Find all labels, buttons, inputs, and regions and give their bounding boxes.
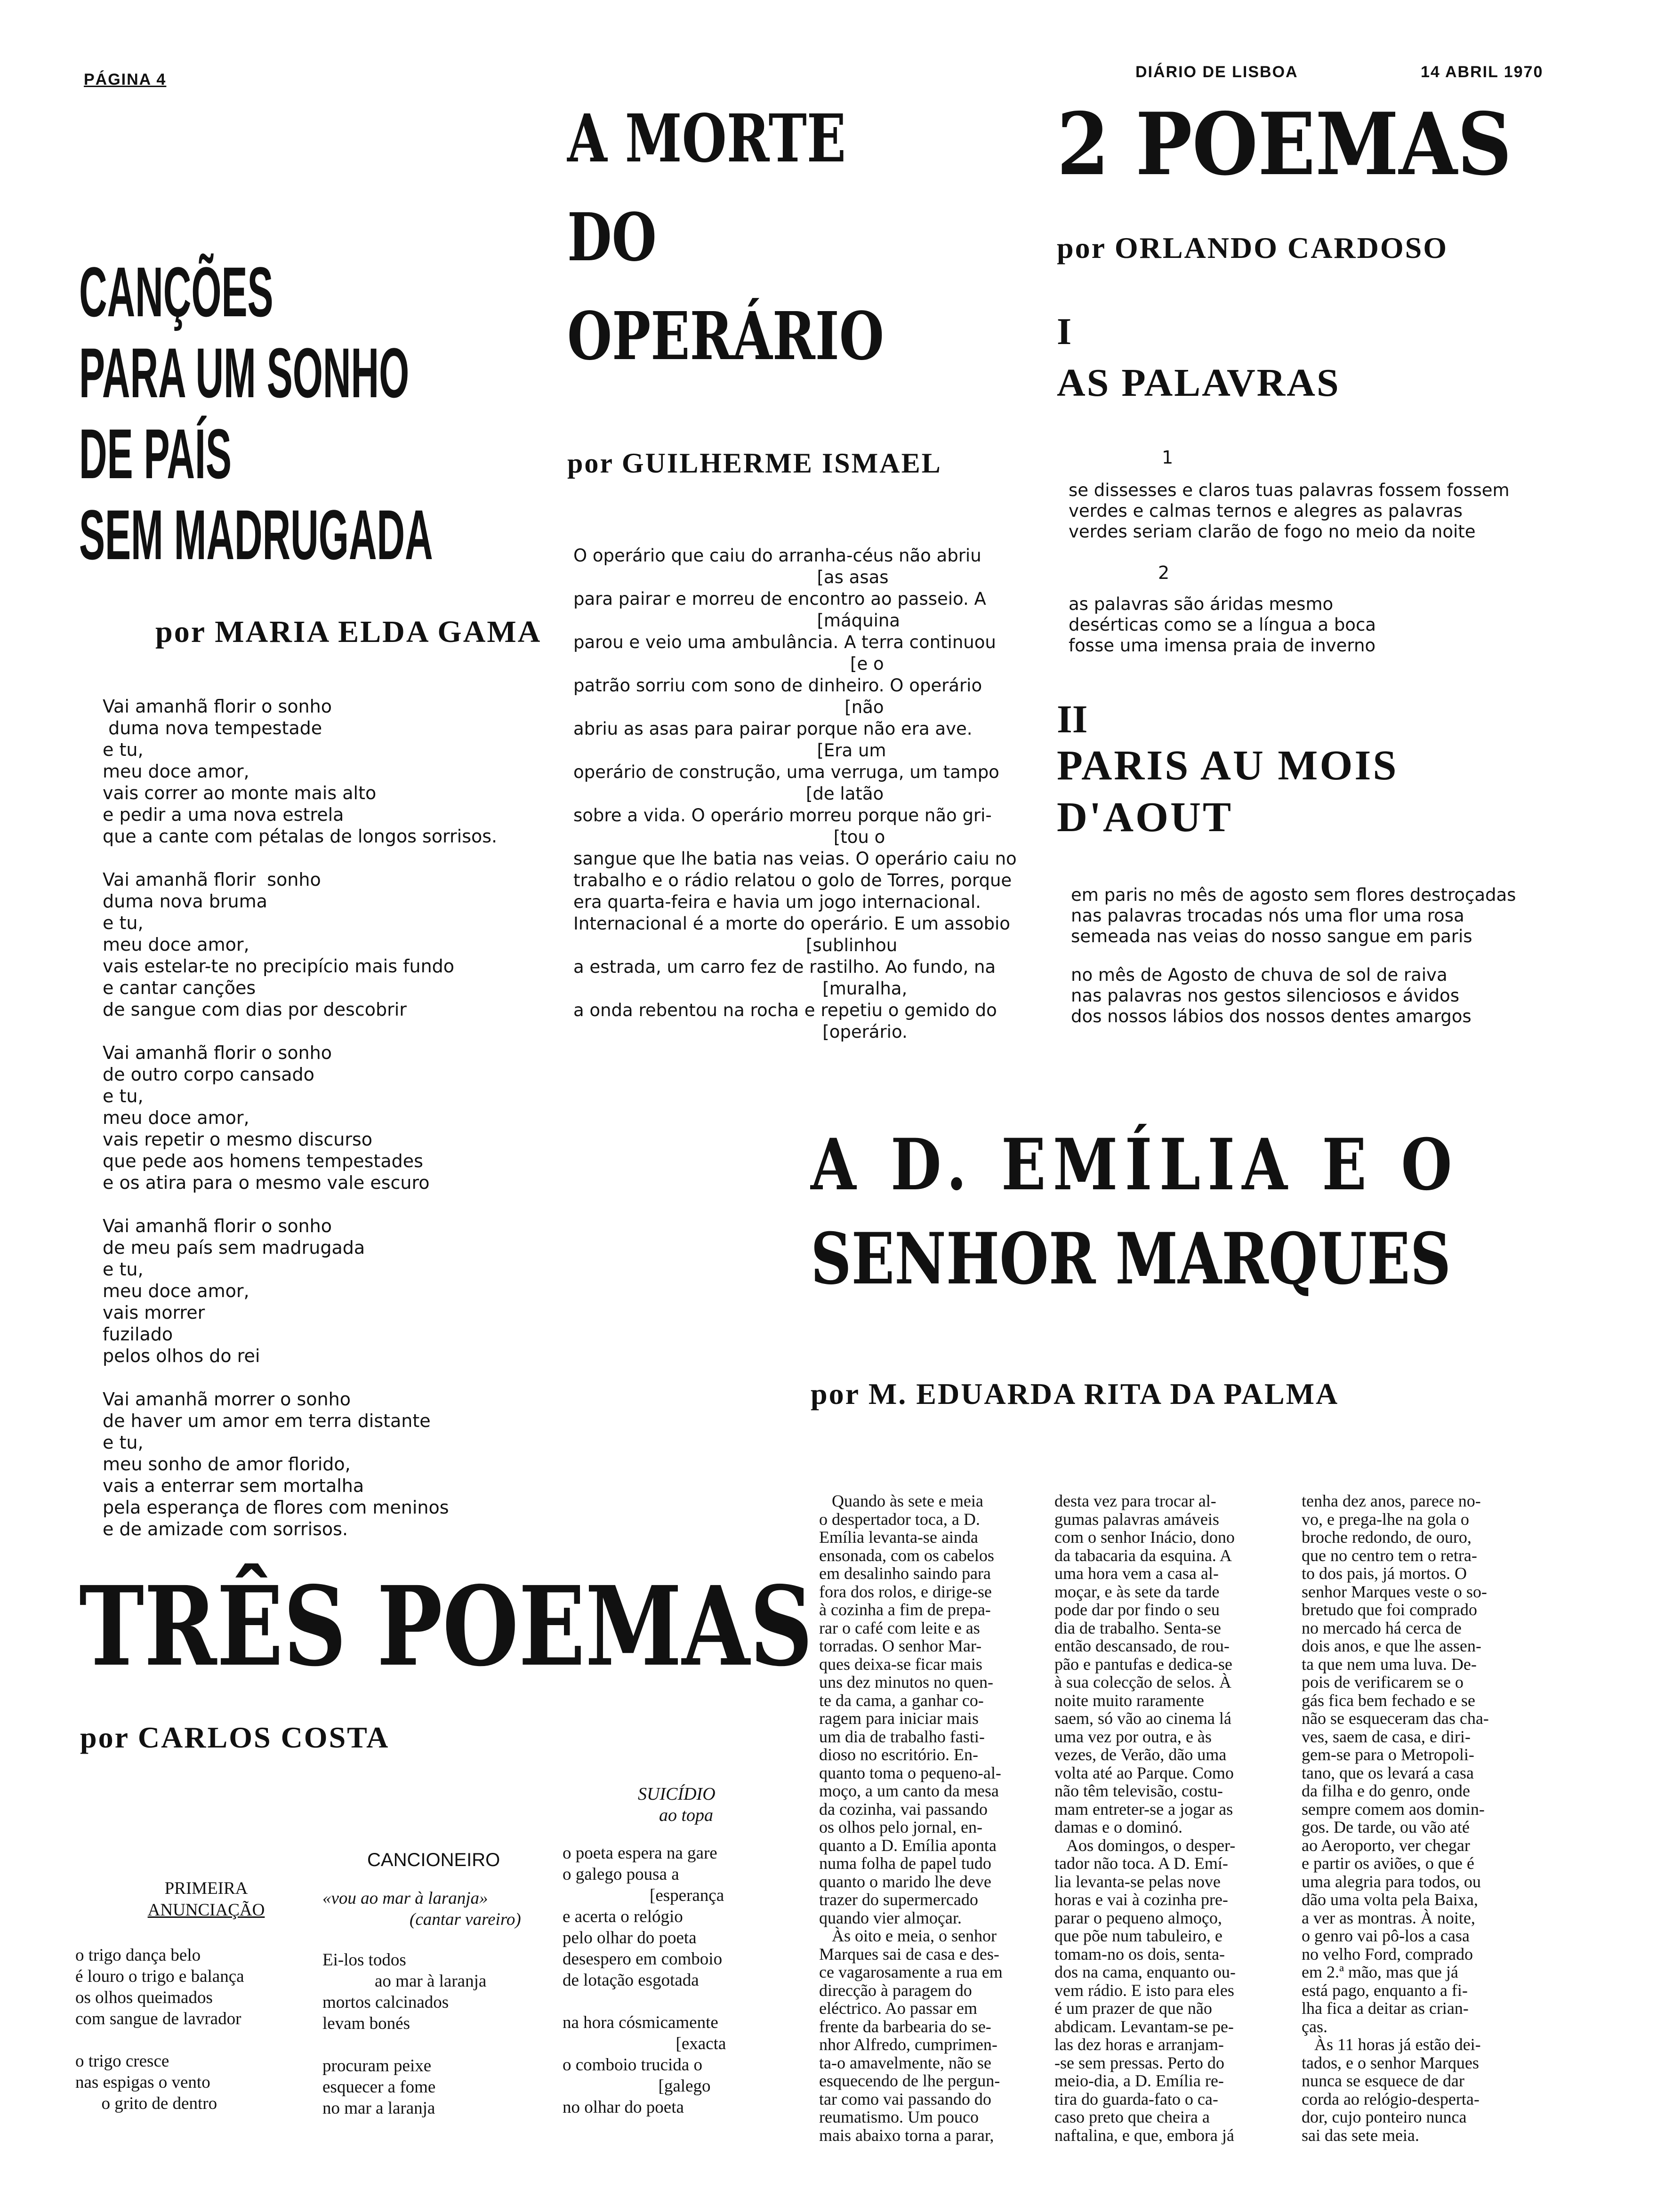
palavras-stanza-2: as palavras são áridas mesmo desérticas como se a língua a boca fosse uma imensa praia de inverno bbox=[1069, 594, 1376, 656]
primeira-anunciacao-title bbox=[79, 1878, 333, 1921]
part2-numeral: II bbox=[1057, 697, 1088, 741]
dois-poemas-title: 2 POEMAS bbox=[1057, 94, 1512, 194]
stanza-number-1: 1 bbox=[1162, 447, 1174, 468]
tres-poemas-title: TRÊS POEMAS bbox=[79, 1562, 813, 1691]
morte-byline: por GUILHERME ISMAEL bbox=[567, 448, 942, 479]
palavras-stanza-1: se dissesses e claros tuas palavras fossem fossem verdes e calmas ternos e alegres as palavras verdes seriam clarão de fogo no meio da noite bbox=[1069, 480, 1510, 542]
dois-poemas-byline: por ORLANDO CARDOSO bbox=[1057, 231, 1448, 264]
suicidio-subtitle: ao topa bbox=[659, 1805, 714, 1825]
primeira-title-line-1: PRIMEIRA bbox=[164, 1879, 248, 1898]
cancoes-title bbox=[79, 252, 555, 595]
page-number: PÁGINA 4 bbox=[84, 71, 167, 88]
cancioneiro-poem: Ei-los todos ao mar à laranja mortos calcinados levam bonés procuram peixe esquecer a fome no mar a laranja bbox=[322, 1950, 487, 2118]
issue-date: 14 ABRIL 1970 bbox=[1421, 63, 1544, 81]
cancoes-title-line-4: SEM MADRUGADA bbox=[79, 495, 433, 574]
morte-text: O operário que caiu do arranha-céus não abriu [as asas para pairar e morreu de encontro ao passeio. A [máquina parou e veio uma ambulância. A terra continuou [e o patrão sorriu com sono de dinheiro. O operário [não abriu as asas para pairar porque não era ave. [Era um operário de construção, uma verruga, um tampo [de latão sobre a vida. O operário morreu porque não gri- [tou o sangue que lhe batia nas veias. O operário caiu no trabalho e o rádio relatou o golo de Torres, porque era quarta-feira e havia um jogo internacional. Internacional é a morte do operário. E um assobio [sublinhou a estrada, um carro fez de rastilho. Ao fundo, na [muralha, a onda rebentou na rocha e repetiu o gemido do [operário. bbox=[573, 545, 1017, 1042]
emilia-column-1: Quando às sete e meia o despertador toca, a D. Emília levanta-se ainda ensonada, com os cabelos em desalinho saindo para fora dos rolos, e dirige-se à cozinha a fim de prepa- rar o café com leite e as torradas. O senhor Mar- ques deixa-se ficar mais uns dez minutos no quen- te da cama, a ganhar co- ragem para iniciar mais um dia de trabalho fasti- dioso no escritório. En- quanto toma o pequeno-al- moço, a um canto da mesa da cozinha, vai passando os olhos pelo jornal, en- quanto a D. Emília aponta numa folha de papel tudo quanto o marido lhe deve trazer do supermercado quando vier almoçar. Às oito e meia, o senhor Marques sai de casa e des- ce vagarosamente a rua em direcção à paragem do eléctrico. Ao passar em frente da barbearia do se- nhor Alfredo, cumprimen- ta-o amavelmente, não se esquecendo de lhe pergun- tar como vai passando do reumatismo. Um pouco mais abaixo torna a parar, bbox=[819, 1491, 1003, 2145]
cancioneiro-epigraph-2: (cantar vareiro) bbox=[410, 1910, 521, 1929]
morte-title-line-1: A MORTE bbox=[567, 100, 846, 177]
part1-numeral: I bbox=[1057, 311, 1072, 353]
paris-stanza-1: em paris no mês de agosto sem flores destroçadas nas palavras trocadas nós uma flor uma rosa semeada nas veias do nosso sangue em paris bbox=[1071, 885, 1516, 946]
primeira-title-line-2: ANUNCIAÇÃO bbox=[147, 1900, 265, 1920]
emilia-byline: por M. EDUARDA RITA DA PALMA bbox=[811, 1377, 1339, 1411]
emilia-title-line-1: A D. EMÍLIA E O bbox=[811, 1123, 1459, 1206]
cancoes-title-line-2: PARA UM SONHO bbox=[79, 333, 410, 412]
part1-title: AS PALAVRAS bbox=[1057, 361, 1340, 405]
morte-title bbox=[567, 100, 906, 398]
emilia-column-3: tenha dez anos, parece no- vo, e prega-lhe na gola o broche redondo, de ouro, que no centro tem o retra- to dos pais, já mortos. O senhor Marques veste o so- bretudo que foi comprado no mercado há cerca de dois anos, e que lhe assen- ta que nem uma luva. De- pois de verificarem se o gás fica bem fechado e se não se esqueceram das cha- ves, saem de casa, e diri- gem-se para o Metropoli- tano, que os levará a casa da filha e do genro, onde sempre comem aos domin- gos. De tarde, ou vão até ao Aeroporto, ver chegar e partir os aviões, o que é uma alegria para todos, ou dão uma volta pela Baixa, a ver as montras. À noite, o genro vai pô-los a casa no velho Ford, comprado em 2.ª mão, mas que já está pago, enquanto a fi- lha fica a deitar as crian- ças. Às 11 horas já estão dei- tados, e o senhor Marques nunca se esquece de dar corda ao relógio-desperta- dor, cujo ponteiro nunca sai das sete meia. bbox=[1302, 1491, 1489, 2145]
suicidio-poem: o poeta espera na gare o galego pousa a [esperança e acerta o relógio pelo olhar do poeta desespero em comboio de lotação esgotada na hora cósmicamente [exacta o comboio trucida o [galego no olhar do poeta bbox=[563, 1843, 726, 2117]
paris-stanza-2: no mês de Agosto de chuva de sol de raiva nas palavras nos gestos silenciosos e ávidos dos nossos lábios dos nossos dentes amargos bbox=[1071, 965, 1472, 1026]
emilia-column-2: desta vez para trocar al- gumas palavras amáveis com o senhor Inácio, dono da tabacaria da esquina. A uma hora vem a casa al- moçar, e às sete da tarde pode dar por findo o seu dia de trabalho. Senta-se então descansado, de rou- pão e pantufas e dedica-se à sua colecção de selos. À noite muito raramente saem, só vão ao cinema lá uma vez por outra, e às vezes, de Verão, dão uma volta até ao Parque. Como não têm televisão, costu- mam entreter-se a jogar as damas e o dominó. Aos domingos, o desper- tador não toca. A D. Emí- lia levanta-se pelas nove horas e vai à cozinha pre- parar o pequeno almoço, que põe num tabuleiro, e tomam-no os dois, senta- dos na cama, enquanto ou- vem rádio. E isto para eles é um prazer de que não abdicam. Levantam-se pe- las dez horas e arranjam- -se sem pressas. Perto do meio-dia, a D. Emília re- tira do guarda-fato o ca- caso preto que cheira a naftalina, e que, embora já bbox=[1054, 1491, 1236, 2145]
part2-title-line-2: D'AOUT bbox=[1057, 794, 1233, 841]
newspaper-name: DIÁRIO DE LISBOA bbox=[1135, 63, 1298, 81]
primeira-anunciacao-poem: o trigo dança belo é louro o trigo e balança os olhos queimados com sangue de lavrador o trigo cresce nas espigas o vento o grito de dentro bbox=[75, 1946, 244, 2113]
cancioneiro-title: CANCIONEIRO bbox=[367, 1850, 500, 1870]
stanza-number-2: 2 bbox=[1158, 562, 1170, 583]
cancoes-title-line-1: CANÇÕES bbox=[79, 252, 273, 331]
tres-poemas-byline: por CARLOS COSTA bbox=[80, 1721, 390, 1754]
cancioneiro-epigraph-1: «vou ao mar à laranja» bbox=[322, 1889, 488, 1908]
cancoes-byline: por MARIA ELDA GAMA bbox=[155, 615, 542, 649]
part2-title-line-1: PARIS AU MOIS bbox=[1057, 742, 1399, 789]
cancoes-title-line-3: DE PAÍS bbox=[79, 414, 232, 493]
suicidio-title: SUICÍDIO bbox=[638, 1784, 716, 1804]
morte-title-line-3: OPERÁRIO bbox=[567, 298, 884, 375]
morte-title-line-2: DO bbox=[567, 199, 657, 276]
emilia-title-line-2: SENHOR MARQUES bbox=[811, 1218, 1451, 1300]
cancoes-poem: Vai amanhã florir o sonho duma nova tempestade e tu, meu doce amor, vais correr ao monte mais alto e pedir a uma nova estrela que a cante com pétalas de longos sorrisos. Vai amanhã florir sonho duma nova bruma e tu, meu doce amor, vais estelar-te no precipício mais fundo e cantar canções de sangue com dias por descobrir Vai amanhã florir o sonho de outro corpo cansado e tu, meu doce amor, vais repetir o mesmo discurso que pede aos homens tempestades e os atira para o mesmo vale escuro Vai amanhã florir o sonho de meu país sem madrugada e tu, meu doce amor, vais morrer fuzilado pelos olhos do rei Vai amanhã morrer o sonho de haver um amor em terra distante e tu, meu sonho de amor florido, vais a enterrar sem mortalha pela esperança de flores com meninos e de amizade com sorrisos. bbox=[103, 696, 498, 1539]
